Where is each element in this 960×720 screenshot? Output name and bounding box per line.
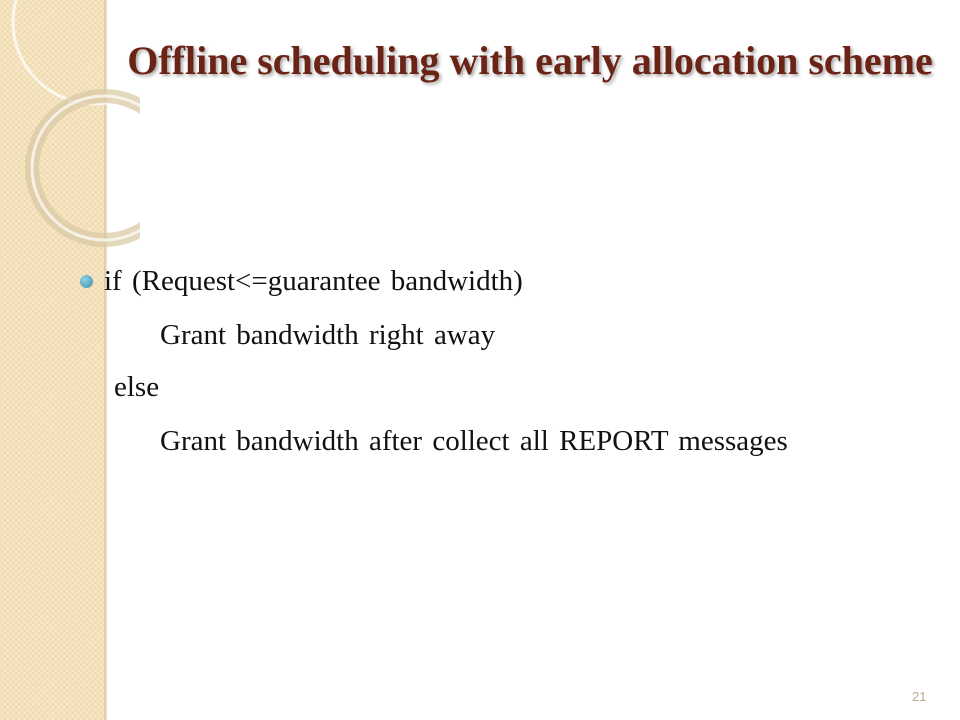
body-line-else: else	[114, 371, 160, 403]
body-line-grant-later: Grant bandwidth after collect all REPORT messages	[160, 425, 788, 457]
body-line-grant-now: Grant bandwidth right away	[160, 319, 496, 351]
slide-number: 21	[912, 689, 927, 704]
decorative-ring	[32, 96, 140, 240]
body-line-if: if (Request<=guarantee bandwidth)	[104, 265, 523, 297]
bullet-icon	[80, 275, 93, 288]
decorative-circles	[0, 0, 140, 260]
slide-title: Offline scheduling with early allocation scheme	[127, 38, 933, 83]
